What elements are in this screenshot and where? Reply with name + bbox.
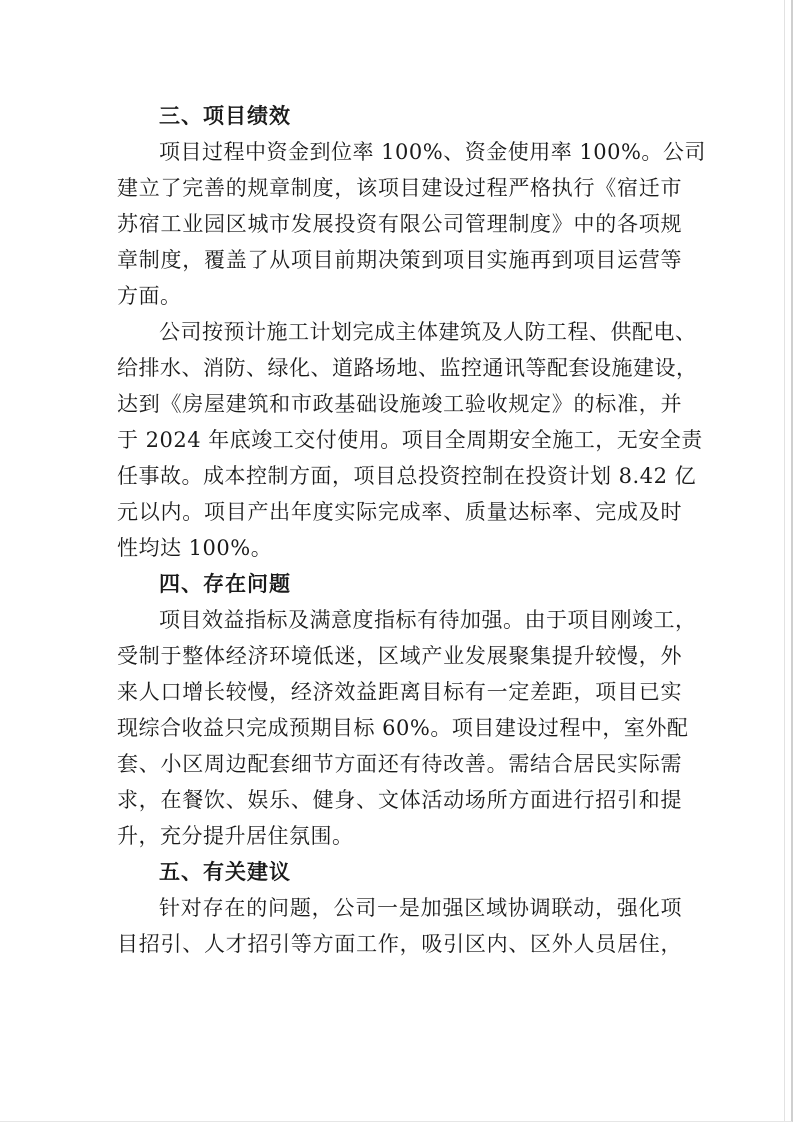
paragraph-line: 求，在餐饮、娱乐、健身、文体活动场所方面进行招引和提: [117, 788, 682, 812]
paragraph-line: 苏宿工业园区城市发展投资有限公司管理制度》中的各项规: [117, 212, 682, 236]
paragraph-line: 升，充分提升居住氛围。: [117, 824, 354, 848]
paragraph-line: 项目效益指标及满意度指标有待加强。由于项目刚竣工，: [159, 608, 697, 632]
paragraph-line: 来人口增长较慢，经济效益距离目标有一定差距，项目已实: [117, 680, 682, 704]
paragraph-line: 项目过程中资金到位率 100%、资金使用率 100%。公司: [159, 140, 706, 164]
paragraph-line: 受制于整体经济环境低迷，区域产业发展聚集提升较慢，外: [117, 644, 682, 668]
paragraph-line: 针对存在的问题，公司一是加强区域协调联动，强化项: [159, 896, 682, 920]
paragraph-line: 公司按预计施工计划完成主体建筑及人防工程、供配电、: [159, 320, 697, 344]
paragraph-line: 于 2024 年底竣工交付使用。项目全周期安全施工，无安全责: [117, 428, 703, 452]
paragraph-line: 建立了完善的规章制度，该项目建设过程严格执行《宿迁市: [117, 176, 682, 200]
section-heading-issues: 四、存在问题: [159, 572, 291, 596]
paragraph-line: 目招引、人才招引等方面工作，吸引区内、区外人员居住，: [117, 932, 682, 956]
document-body: [117, 98, 706, 962]
section-heading-performance: 三、项目绩效: [159, 104, 291, 128]
paragraph-line: 套、小区周边配套细节方面还有待改善。需结合居民实际需: [117, 752, 682, 776]
section-heading-suggestions: 五、有关建议: [159, 860, 291, 884]
paragraph-line: 任事故。成本控制方面，项目总投资控制在投资计划 8.42 亿: [117, 464, 697, 488]
paragraph-line: 给排水、消防、绿化、道路场地、监控通讯等配套设施建设，: [117, 356, 698, 380]
paragraph-line: 方面。: [117, 284, 182, 308]
paragraph-line: 性均达 100%。: [117, 536, 273, 560]
paragraph-line: 达到《房屋建筑和市政基础设施竣工验收规定》的标准，并: [117, 392, 682, 416]
paragraph-line: 元以内。项目产出年度实际完成率、质量达标率、完成及时: [117, 500, 682, 524]
paragraph-line: 现综合收益只完成预期目标 60%。项目建设过程中，室外配: [117, 716, 689, 740]
paragraph-line: 章制度，覆盖了从项目前期决策到项目实施再到项目运营等: [117, 248, 682, 272]
